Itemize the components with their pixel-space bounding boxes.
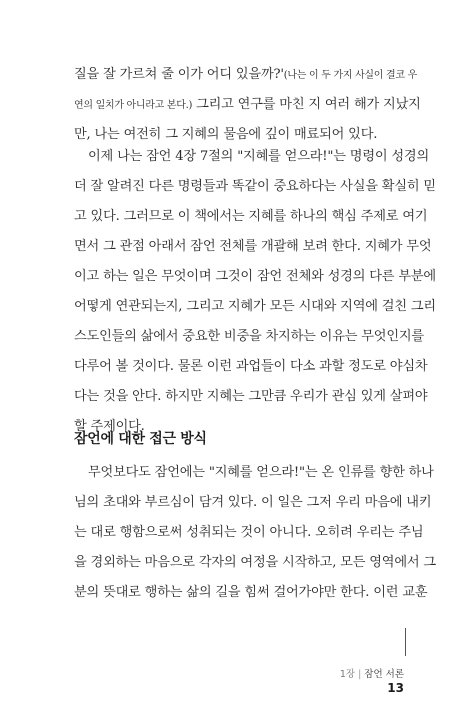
text-line: 고 있다. 그러므로 이 책에서는 지혜를 하나의 핵심 주제로 여기 — [74, 209, 428, 224]
section-heading: 잠언에 대한 접근 방식 — [74, 431, 207, 447]
text-line: 연의 일치가 아니라고 본다.) 그리고 연구를 마친 지 여러 해가 지났지 — [74, 97, 421, 112]
text-line: 다루어 볼 것이다. 물론 이런 과업들이 다소 과할 정도로 야심차 — [74, 359, 428, 374]
text-line: 이제 나는 잠언 4장 7절의 "지혜를 얻으라!"는 명령이 성경의 — [88, 149, 430, 164]
text-line: 질을 잘 가르쳐 줄 이가 어디 있을까?'(나는 이 두 가지 사실이 결코 우 — [74, 67, 417, 82]
text-line: 스도인들의 삶에서 중요한 비중을 차지하는 이유는 무엇인지를 — [74, 329, 424, 344]
text-line: 이고 하는 일은 무엇이며 그것이 잠언 전체와 성경의 다른 부분에 — [74, 269, 436, 284]
footer-title: 잠언 서론 — [364, 669, 404, 680]
footer-chapter: 1장 — [339, 669, 356, 680]
text-line: 분의 뜻대로 행하는 삶의 길을 힘써 걸어가야만 한다. 이런 교훈 — [74, 585, 428, 600]
parenthetical-note: (나는 이 두 가지 사실이 결코 우 — [283, 70, 417, 81]
paragraph-wisdom-theme — [74, 142, 436, 442]
text-line: 님의 초대와 부르심이 담겨 있다. 이 일은 그저 우리 마음에 내키 — [74, 495, 432, 510]
text-line: 만, 나는 여전히 그 지혜의 물음에 깊이 매료되어 있다. — [74, 127, 378, 142]
text-line: 무엇보다도 잠언에는 "지혜를 얻으라!"는 온 인류를 향한 하나 — [88, 465, 434, 480]
parenthetical-note: 연의 일치가 아니라고 본다.) — [74, 100, 193, 111]
text-line: 할 주제이다. — [74, 419, 145, 434]
text-line: 어떻게 연관되는지, 그리고 지혜가 모든 시대와 지역에 걸친 그리 — [74, 299, 436, 314]
footer-separator: | — [358, 669, 362, 680]
paragraph-continued — [74, 60, 421, 150]
running-footer — [340, 666, 404, 680]
text-line: 는 대로 행함으로써 성취되는 것이 아니다. 오히려 우리는 주님 — [74, 525, 424, 540]
text-line: 면서 그 관점 아래서 잠언 전체를 개괄해 보려 한다. 지혜가 무엇 — [74, 239, 432, 254]
footer-divider — [405, 628, 406, 656]
paragraph-approach — [74, 458, 436, 608]
text-line: 다는 것을 안다. 하지만 지혜는 그만큼 우리가 관심 있게 살펴야 — [74, 389, 428, 404]
text-line: 을 경외하는 마음으로 각자의 여정을 시작하고, 모든 영역에서 그 — [74, 555, 436, 570]
text-line: 더 잘 알려진 다른 명령들과 똑같이 중요하다는 사실을 확실히 믿 — [74, 179, 436, 194]
page-number: 13 — [387, 681, 404, 695]
